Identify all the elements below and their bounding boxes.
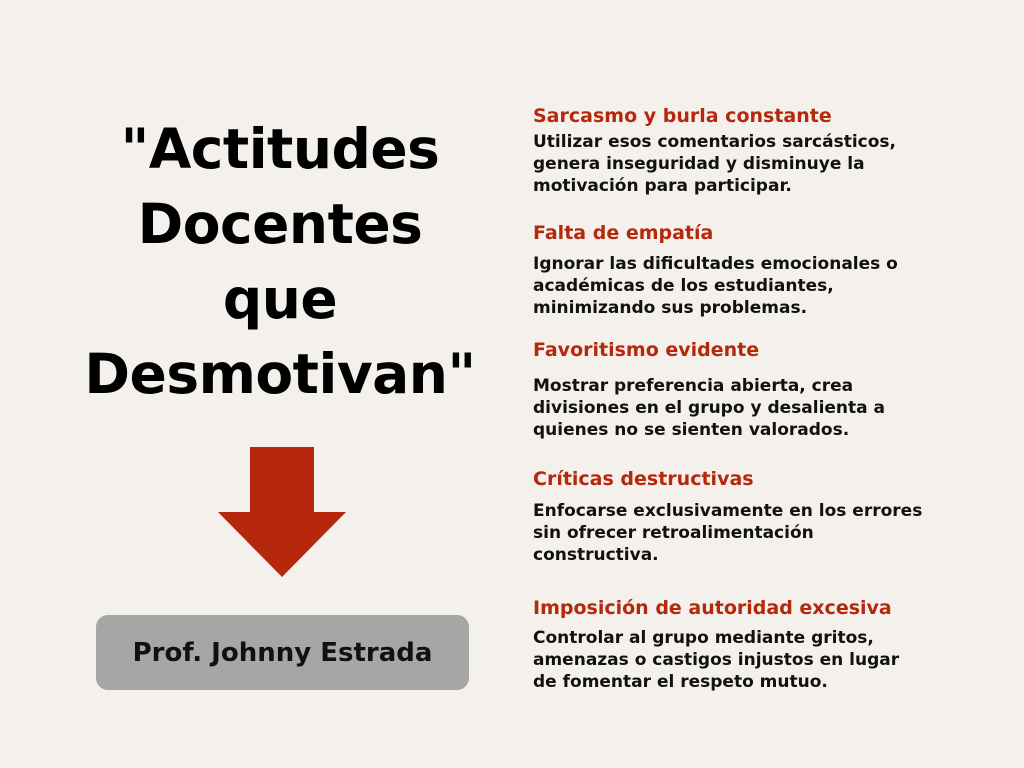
- item-body-empatia: Ignorar las dificultades emocionales o académicas de los estudiantes, minimizando sus problemas.: [533, 254, 898, 318]
- item-body-criticas: Enfocarse exclusivamente en los errores sin ofrecer retroalimentación constructiva.: [533, 501, 923, 565]
- title-line-1: "Actitudes: [120, 117, 440, 181]
- title-line-4: Desmotivan": [84, 342, 476, 406]
- author-name: Prof. Johnny Estrada: [132, 637, 433, 668]
- author-badge: [96, 615, 469, 690]
- title-line-2: Docentes: [137, 192, 423, 256]
- item-heading-criticas: Críticas destructivas: [533, 468, 754, 490]
- title-line-3: que: [222, 267, 338, 331]
- item-body-sarcasmo: Utilizar esos comentarios sarcásticos, genera inseguridad y disminuye la motivación para participar.: [533, 132, 897, 196]
- item-heading-imposicion: Imposición de autoridad excesiva: [533, 597, 892, 619]
- item-body-favoritismo: Mostrar preferencia abierta, crea divisiones en el grupo y desalienta a quienes no se sienten valorados.: [533, 376, 886, 440]
- item-heading-favoritismo: Favoritismo evidente: [533, 339, 760, 361]
- item-body-imposicion: Controlar al grupo mediante gritos, amenazas o castigos injustos en lugar de fomentar el respeto mutuo.: [533, 628, 900, 692]
- item-heading-sarcasmo: Sarcasmo y burla constante: [533, 105, 832, 127]
- page-title: [30, 112, 530, 412]
- down-arrow-icon: [218, 447, 346, 577]
- item-heading-empatia: Falta de empatía: [533, 222, 714, 244]
